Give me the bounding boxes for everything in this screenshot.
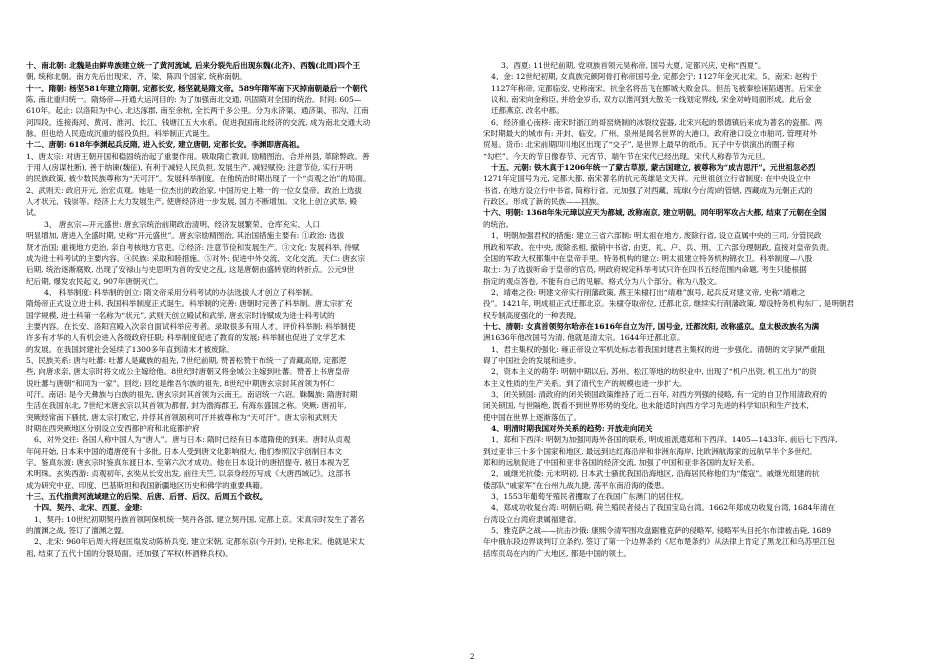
text-line: 碍了中国社会的发展和进步。: [483, 355, 582, 365]
text-line: 十、南北朝: 北魏是由鲜卑族建立统一了黄河流域, 后来分裂先后出现东魏(北齐)、西魏(北周)四个王: [26, 61, 360, 70]
text-line: 十二、唐朝: 618年李渊起兵反隋, 进入长安, 建立唐朝, 定都长安。李渊即唐高祖。: [26, 140, 305, 150]
text-line: 的发展。在我国封建社会延续了1300多年直到清末才被废除。: [26, 344, 234, 354]
text-line: 使中国在世界上逐渐落伍了。: [483, 412, 582, 422]
text-line: 后期, 统治逐渐腐败, 出现了安禄山与史思明为首的安史之乱, 这是唐朝由盛转衰的转折点。公元9世: [26, 265, 355, 275]
text-line: 十七、清朝: 女真首领努尔哈赤在1616年自立为汗, 国号金, 迁都沈阳, 改称盛京。皇太极改族名为满: [483, 321, 820, 331]
text-line: 本主义性质的生产关系。到了清代生产的规模也进一步扩大。: [483, 378, 687, 388]
text-line: 1、唐太宗: 对唐王朝开国和稳固统治起了重要作用。吸取隋亡教训, 励精图治。合并州县, 革除弊政。善: [26, 151, 370, 161]
text-line: 字。鉴真东渡: 唐玄宗时鉴真东渡日本, 至第六次才成功。他在日本设计的唐招提寺, 被日本视为艺: [26, 458, 350, 468]
text-line: 人才状元、钱崇等。经济上大力发展生产, 使唐经济进一步发展, 国力不断增加。文化上创立武举, 殿: [26, 197, 358, 207]
text-line: 迁都燕京, 改名中都。: [491, 106, 564, 116]
text-line: 刑政和军政。在中央, 废除丞相, 撤销中书省, 由吏、礼、户、兵、刑、工六部分理朝政, 直接对皇帝负责。: [483, 242, 834, 252]
text-line: 610年。起止: 以洛阳为中心, 北达涿郡, 南至余杭, 全长两千多公里。分为永济渠、通济渠、邗沟、江南: [26, 106, 369, 116]
text-line: 年间开始, 日本来中国的遣唐使有十多批, 日本人受到唐文化影响很大, 他们参照汉字创制日本文: [26, 446, 342, 456]
left-column: [26, 60, 466, 559]
text-line: 十一、隋朝: 杨坚581年建立隋朝, 定都长安, 杨坚就是隋文帝。589年隋军南下灭掉南朝最后一个朝代: [26, 83, 368, 93]
text-line: 纪后期, 爆发农民起义, 907年唐朝灭亡。: [26, 276, 163, 286]
text-line: 4、明清时期我国对外关系的趋势: 开放走向闭关: [491, 424, 653, 433]
text-line: 到过亚非三十多个国家和地区, 最远到达红海沿岸和非洲东海岸, 比欧洲航海家的远航早半个多世纪。: [483, 446, 817, 456]
text-line: 许多有才华的人有机会进入各级政府任职; 科举制度促进了教育的发展; 科举制也促进了文学艺术: [26, 333, 346, 343]
text-line: 十五、元朝: 铁木真于1206年统一了蒙古草原, 蒙古国建立, 被尊称为“成吉思汗”。元世祖忽必烈: [491, 163, 816, 173]
text-line: 术明珠。玄奘西游: 贞观初年, 玄奘从长安出发, 前往天竺, 以亲身经历写成《大唐西域记》。这部书: [26, 469, 351, 479]
text-line: 十四、契丹、北宋、西夏、金建:: [34, 503, 143, 513]
text-line: 时期在西突厥地区分别设立安西都护府和北庭都护府: [26, 424, 200, 433]
text-line: 些, 向唐求亲, 唐太宗时将文成公主嫁给他。8世纪时唐朝又将金城公主嫁到吐蕃。赞普上书唐皇帝: [26, 367, 350, 377]
text-line: 括库页岛在内的广大地区, 都是中国的领土。: [483, 548, 632, 558]
text-line: 试。: [26, 208, 42, 218]
text-line: 3、闭关锁国: 清政府的闭关锁国政策维持了近二百年, 对西方列强的侵略, 有一定的自卫作用清政府的: [491, 389, 827, 399]
text-line: 脉。但也给人民造成沉重的徭役负担。科举制正式诞生。: [26, 129, 215, 139]
text-line: 台湾设立台湾府隶属福建省。: [483, 514, 582, 524]
text-line: 的民族政策, 被少数民族尊称为“天可汗”。发展科举制度。在他统治时期出现了一个“贞观之治”的局面。: [26, 174, 371, 184]
text-line: 明显增加, 唐进入全盛时期, 史称“开元盛世”。唐玄宗励精图治, 其治国措施主要有: ①政治: 选拔: [26, 231, 345, 241]
text-line: 权专制高度强化的一种表现。: [483, 310, 582, 320]
text-line: 1127年称帝, 定都临安, 史称南宋。抗金名将岳飞在郾城大败金兵。但岳飞被秦桧诬陷遇害。后宋金: [491, 83, 822, 93]
text-line: 宋时期最大的城市有: 开封、临安。广州、泉州是闻名世界的大港口。政府港口设立市舶司, 管理对外: [483, 129, 817, 139]
text-line: 取士: 为了选拔听命于皇帝的官员, 明政府规定科举考试只许在四书五经范围内命题, 考生只能根据: [483, 265, 807, 275]
text-line: 3、 唐玄宗—开元盛世: 唐玄宗统治前期政治清明、经济发展繁荣、仓库充实、人口: [44, 219, 321, 229]
text-line: 洲1636年他改国号为清, 他就是清太宗。1644年迁都北京。: [483, 333, 685, 343]
text-line: 闭关锁国, 与世隔绝, 既看不到世界形势的变化, 也未能适时向西方学习先进的科学知识和生产技术,: [483, 401, 809, 411]
text-line: 隋炀帝正式设立进士科, 我国科举制度正式诞生。科举制的完善: 唐朝时完善了科举制。唐太宗扩充: [26, 299, 353, 309]
text-line: 5、雅克萨之战——抗击沙俄: 康熙令清军围攻盘踞雅克萨的侵略军, 侵略军头目托尔布津被击毙, 1689: [491, 526, 831, 536]
text-line: 1、契丹: 10世纪初期契丹族首领阿保机统一契丹各部, 建立契丹国, 定都上京。宋真宗时发生了著名: [34, 514, 365, 524]
text-line: 指定的观点答卷, 不能有自己的见解。格式分为八个部分。称为八股文。: [483, 276, 722, 286]
text-line: 4、金: 12世纪初期, 女真族完颜阿骨打称帝国号金, 定都会宁; 1127年金灭北宋。5、南宋: 赵构于: [491, 72, 818, 82]
text-line: 2、北宋: 960年后周大将赵匡胤发动陈桥兵变, 建立宋朝, 定都东京(今开封), 史称北宋。他就是宋太: [34, 537, 365, 547]
text-line: 主要内容。在长安、洛阳宫殿入次亲自面试科举应考者。录取很多有用人才。评价科举制: 科举制使: [26, 321, 356, 331]
text-line: 可汗。南诏: 是今天彝族与白族的祖先, 唐玄宗封其首领为云南王。南诏统一六诏。靺鞨族: 隋唐时期: [26, 389, 358, 399]
text-line: 6、对外交往: 各国人称中国人为“唐人”。唐与日本: 隋时已经有日本遣隋使的到来。唐时从贞观: [34, 435, 351, 445]
text-line: 的统治。: [483, 219, 514, 229]
text-line: 河四段。连接海河、黄河、淮河、长江、钱塘江五大水系。促进我国南北经济的交流, 成为南北交通大动: [26, 117, 371, 127]
text-line: 5、民族关系: 唐与吐蕃: 吐蕃人是藏族的祖先, 7世纪前期, 赞普松赞干布统一了青藏高原, 定都逻: [26, 355, 347, 365]
text-line: 3、西夏: 11世纪前期, 党项族首领元昊称帝, 国号大夏, 定都兴庆, 史称“西夏”。: [501, 61, 766, 70]
text-line: “勾栏”。今天的节日像春节、元宵节、端午节在宋代已经出现。宋代人称春节为元旦。: [483, 151, 770, 161]
text-line: 役”。1421年, 明成祖正式迁都北京。朱棣夺取帝位, 迁都北京, 继续实行削藩政策, 增设特务机构东厂, 是明朝君: [483, 299, 854, 309]
text-line: 4、郑成功收复台湾: 明朝后期, 荷兰殖民者侵占了我国宝岛台湾。1662年郑成功收复台湾, 1684年清在: [491, 503, 836, 513]
text-line: 书省, 在地方设立行中书省, 简称行省。元加强了对西藏、琉球(今台湾)的管辖, 西藏成为元朝正式的: [483, 185, 813, 195]
text-line: 1271年定国号为元, 定都大都, 南宋著名的抗元英雄是文天祥。元世祖创立行省制度: 在中央设立中: [483, 174, 811, 184]
text-line: 突厥经常南下骚扰, 唐太宗打败它, 并俘其首领颉利可汗并被尊称为“天可汗”。唐太宗和武则天: [26, 412, 338, 422]
text-line: 于用人(房谋杜断), 善于纳谏(魏征), 有利于减轻人民负担, 发展生产, 减轻赋役; 注意节俭, 实行开明: [26, 163, 353, 173]
text-line: 倭部队“戚家军”在台州九战九捷, 荡平东南沿海的倭患。: [483, 480, 669, 490]
text-line: 1、君主集权的强化: 雍正帝设立军机处标志着我国封建君主集权的进一步强化。清朝的文字狱严重阻: [491, 344, 826, 354]
text-line: 生活在我国东北, 7世纪末唐玄宗以其首领为都督, 封为渤海郡王, 有海东盛国之称。突厥: 唐初年,: [26, 401, 347, 411]
text-line: 2、资本主义的萌芽: 明朝中期以后, 苏州、松江等地的纺织业中, 出现了“机户出资, 机工出力”的资: [491, 367, 817, 377]
text-line: 2、武则天: 政启开元, 治宏贞观。她是一位杰出的政治家, 中国历史上唯一的一位女皇帝。政治上选拔: [26, 185, 362, 195]
text-line: 1、明朝加强君权的措施: 建立三省六部制: 明太祖在地方, 废除行省, 设立直属中央的三司, 分管民政: [491, 231, 822, 241]
text-line: 祖, 结束了五代十国的分裂局面。还加强了军权(杯酒释兵权)。: [26, 548, 233, 558]
text-line: 说吐蕃与唐朝“和同为一家”。回纥: 回纥是维吾尔族的祖先, 8世纪中期唐玄宗封其首领为怀仁: [26, 378, 335, 388]
text-line: 陈, 南北重归统一。隋炀帝—开通大运河目的: 为了加强南北交通, 巩固隋对全国的统治。时间: 605—: [26, 95, 362, 105]
text-line: 2、靖难之役: 明建文帝实行削藩政策, 燕王朱棣打出“靖难”旗号, 起兵反对建文帝, 史称“靖难之: [491, 287, 806, 297]
text-line: 的澶渊之战, 签订了澶渊之盟。: [26, 526, 129, 536]
text-line: 2、戚继光抗倭: 元末明初, 日本武士骚扰我国沿海地区, 沿海居民称他们为“倭寇”。戚继光组建的抗: [491, 469, 820, 479]
text-line: 郑和的远航促进了中国和亚非各国的经济交流, 加强了中国和亚非各国的友好关系。: [483, 458, 760, 468]
text-line: 成为研究中亚、印度、巴基斯坦和我国新疆地区历史和佛学的重要典籍。: [26, 480, 268, 490]
text-line: 国学规模, 进士科第一名称为“状元”, 武则天创立殿试和武举, 唐玄宗时诗赋成为进士科考试的: [26, 310, 335, 320]
text-line: 年中俄东段边界谈判订立条约, 签订了第一个边界条约《尼布楚条约》从法律上肯定了黑龙江和乌苏里江包: [483, 537, 835, 547]
text-line: 议和, 南宋向金称臣, 并给金岁币, 双方以淮河到大散关一线划定界线, 宋金对峙局面形成。此后金: [491, 95, 812, 105]
text-line: 贸易。货币: 北宋前期四川地区出现了“交子”, 是世界上最早的纸币。瓦子中专供演出的圈子称: [483, 140, 795, 150]
text-line: 贤才治国; 重视地方吏治, 亲自考核地方官吏。②经济: 注意节俭和发展生产。③文化: 发展科举, 待赋: [26, 242, 360, 252]
text-line: 1、郑和下西洋: 明朝为加强同海外各国的联系, 明成祖派遣郑和下西洋。1405—1433年, 前后七下西洋,: [491, 435, 838, 445]
text-line: 全国的军政大权都集中在皇帝手里。特务机构的建立: 明太祖建立特务机构锦衣卫。科举制度—八股: [483, 253, 813, 263]
text-line: 6、经济重心南移: 南宋时浙江的哥窑烧制的冰裂纹瓷器, 北宋兴起的景德镇后来成为著名的瓷都。两: [491, 117, 823, 127]
text-line: 朝, 统称北朝。南方先后出现宋、齐、梁、陈四个国家, 统称南朝。: [26, 72, 247, 82]
text-line: 行政区。形成了新的民族——回族。: [483, 197, 604, 207]
page-number: 2: [470, 653, 475, 661]
text-line: 3、1553年葡萄牙殖民者攫取了在我国广东澳门的居住权。: [491, 492, 689, 502]
text-line: 十六、明朝: 1368年朱元璋以应天为都城, 改称南京, 建立明朝。同年明军攻占大都, 结束了元朝在全国: [483, 208, 827, 218]
text-line: 4、 科举制度: 科举制的创立: 隋文帝采用分科考试的办法选拔人才创立了科举制。: [44, 287, 318, 297]
text-line: 成为进士科考试的主要内容。④民族: 采取和睦措施。⑤对外: 促进中外交流、文化交流。天仁: 唐玄宗: [26, 253, 365, 263]
right-column: [483, 60, 925, 559]
text-line: 十三、五代指黄河流域建立的后梁、后唐、后晋、后汉、后周五个政权。: [26, 492, 268, 502]
